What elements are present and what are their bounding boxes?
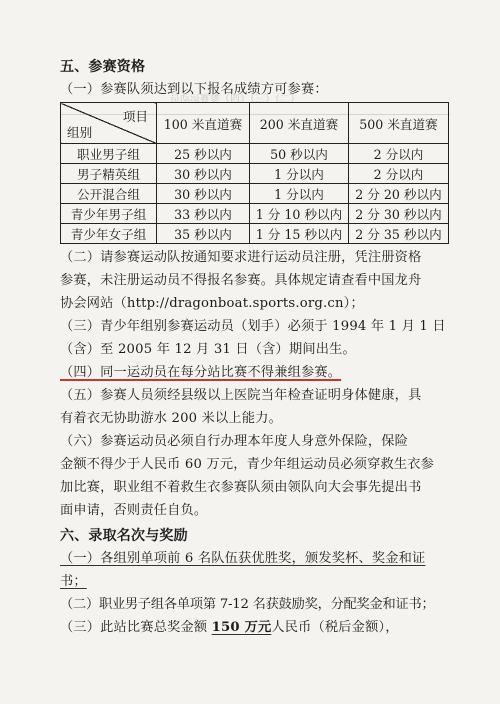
section5-item6-line: 金额不得少于人民币 60 万元，青少年组运动员必须穿救生衣参 [60, 457, 435, 472]
section5-item2-line: 协会网站（http://dragonboat.sports.org.cn）； [60, 296, 364, 311]
corner-label-event: 项目 [122, 109, 148, 124]
section5-item2-line: 参赛，未注册运动员不得报名参赛。具体规定请查看中国龙舟 [60, 273, 422, 288]
section5-item6-line: 面申请，否则责任自负。 [60, 503, 208, 518]
section5-item1-intro: （一）参赛队须达到以下报名成绩方可参赛： [60, 82, 328, 97]
section6-item2: （二）职业男子组各单项第 7-12 名获鼓励奖，分配奖金和证书； [60, 597, 435, 612]
row-group: 青少年男子组 [61, 204, 157, 224]
table-cell: 2 分 35 秒以内 [349, 224, 449, 244]
section6-item3 [60, 619, 399, 637]
bleed-through-text: （二）（三）（四）参赛运动员 [170, 94, 300, 105]
row-group: 青少年女子组 [61, 224, 157, 244]
table-cell: 1 分 10 秒以内 [250, 204, 349, 224]
section5-item2-line: （二）请参赛运动队按通知要求进行运动员注册，凭注册资格 [60, 250, 422, 265]
table-cell: 2 分 20 秒以内 [349, 184, 449, 204]
table-row [61, 144, 449, 164]
prize-amount: 150 万元 [211, 620, 272, 635]
section5-item6-line: （六）参赛运动员必须自行办理本年度人身意外保险，保险 [60, 434, 409, 449]
table-cell: 2 分以内 [349, 144, 449, 164]
section5-item3-line: （含）至 2005 年 12 月 31 日（含）期间出生。 [60, 342, 356, 357]
table-corner-cell [61, 103, 157, 144]
table-cell: 30 秒以内 [157, 164, 250, 184]
row-group: 男子精英组 [61, 164, 157, 184]
qualification-table [60, 102, 449, 244]
table-row [61, 164, 449, 184]
column-header: 500 米直道赛 [349, 103, 449, 144]
table-row [61, 184, 449, 204]
column-header: 200 米直道赛 [250, 103, 349, 144]
table-cell: 1 分 15 秒以内 [250, 224, 349, 244]
table-header-row [61, 103, 449, 144]
section5-item4: （四）同一运动员在每分站比赛不得兼组参赛。 [60, 365, 342, 380]
table-cell: 30 秒以内 [157, 184, 250, 204]
section6-item3-prefix: （三）此站比赛总奖金额 [60, 620, 212, 635]
row-group: 职业男子组 [61, 144, 157, 164]
section6-item1-line: 书； [60, 574, 87, 589]
table-cell: 33 秒以内 [157, 204, 250, 224]
section5-item3-line: （三）青少年组别参赛运动员（划手）必须于 1994 年 1 月 1 日 [60, 319, 446, 334]
section5-item5-line: （五）参赛人员须经县级以上医院当年检查证明身体健康，具 [60, 388, 422, 403]
section5-item6-line: 加比赛，职业组不着救生衣参赛队须由领队向大会事先提出书 [60, 480, 422, 495]
section5-heading: 五、参赛资格 [60, 59, 146, 75]
section6-heading: 六、录取名次与奖励 [60, 528, 188, 544]
table-cell: 2 分以内 [349, 164, 449, 184]
section6-item1-line: （一）各组别单项前 6 名队伍获优胜奖，颁发奖杯、奖金和证 [60, 551, 426, 566]
table-cell: 50 秒以内 [250, 144, 349, 164]
section5-item5-line: 有着衣无协助游水 200 米以上能力。 [60, 411, 282, 426]
table-row [61, 224, 449, 244]
table-cell: 35 秒以内 [157, 224, 250, 244]
section6-item3-suffix: 人民币（税后金额）， [271, 620, 399, 635]
table-cell: 1 分以内 [250, 184, 349, 204]
table-row [61, 204, 449, 224]
table-cell: 1 分以内 [250, 164, 349, 184]
table-cell: 25 秒以内 [157, 144, 250, 164]
column-header: 100 米直道赛 [157, 103, 250, 144]
corner-label-group: 组别 [67, 125, 93, 140]
row-group: 公开混合组 [61, 184, 157, 204]
table-cell: 2 分 30 秒以内 [349, 204, 449, 224]
